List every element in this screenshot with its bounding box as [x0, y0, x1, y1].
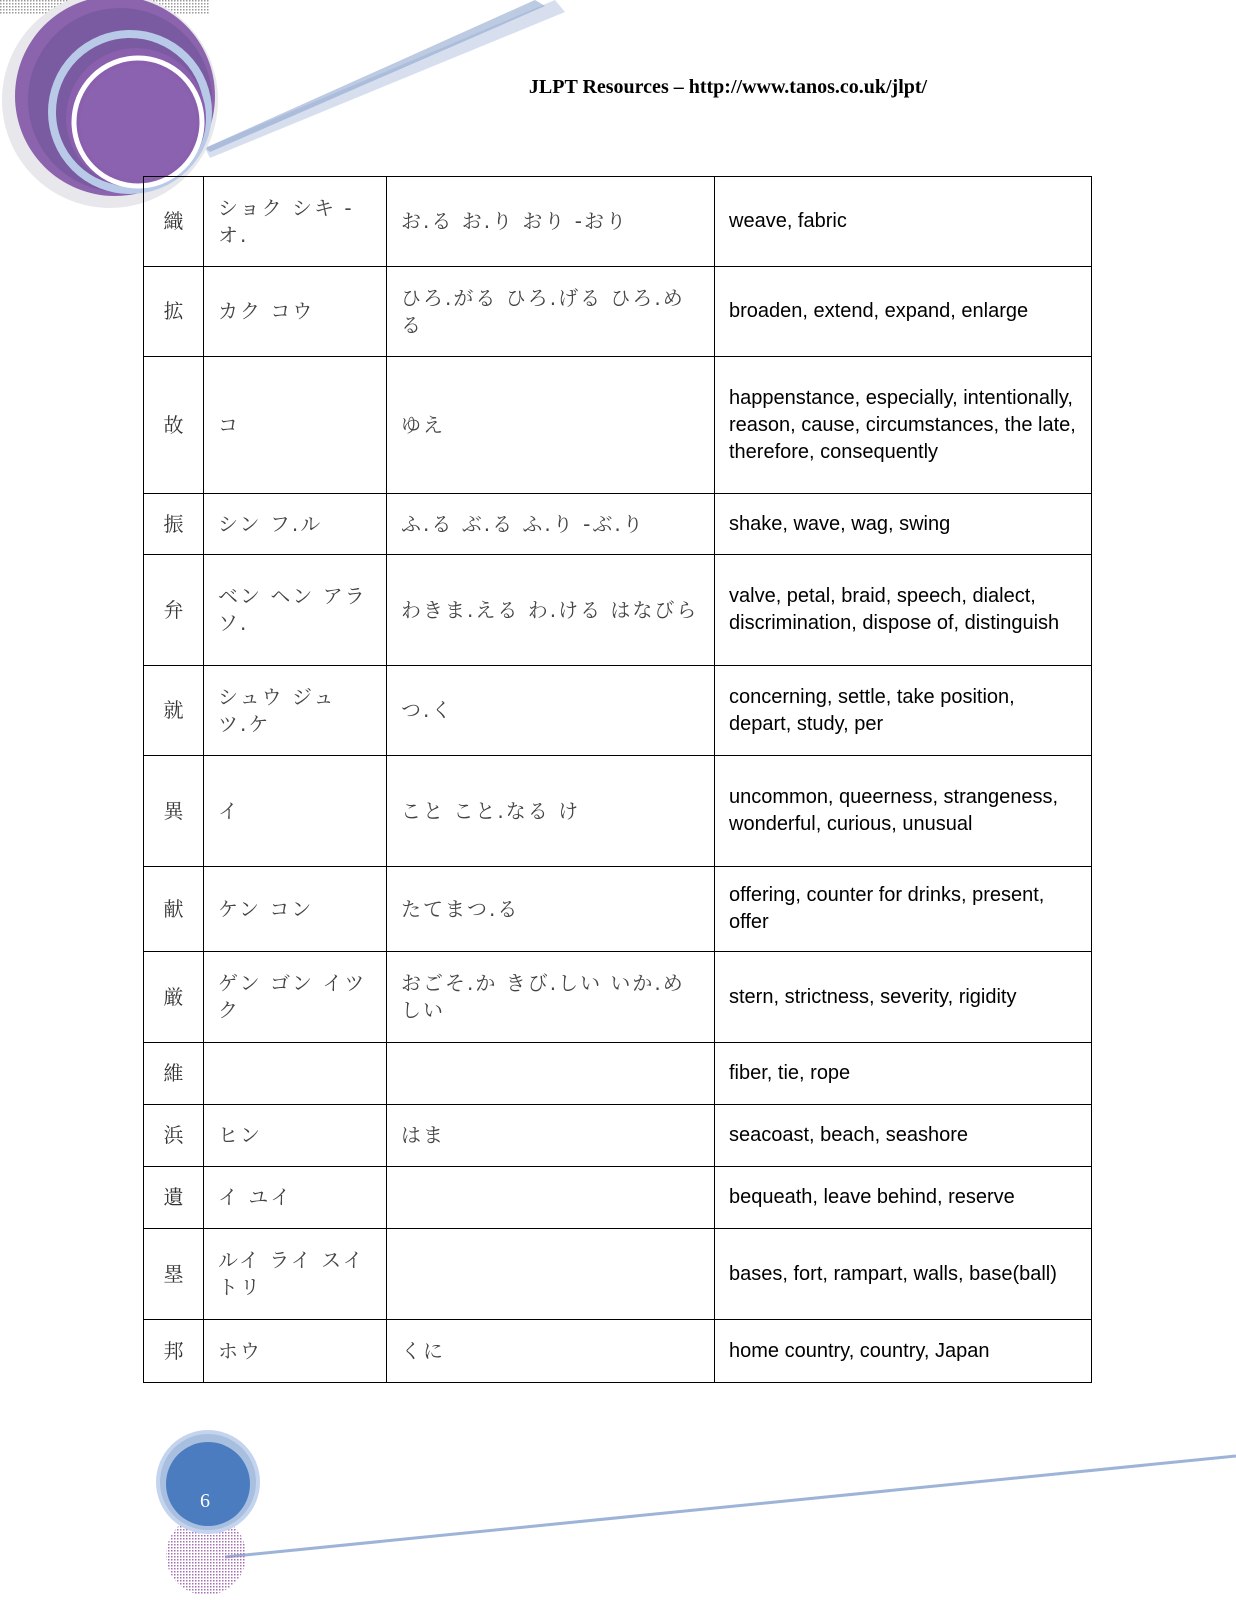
kun-reading-cell: [387, 1167, 715, 1229]
on-reading-cell: イ: [204, 756, 387, 867]
on-reading-cell: ベン ヘン アラソ.: [204, 555, 387, 666]
kanji-cell: 拡: [144, 267, 204, 357]
kun-reading-cell: [387, 1043, 715, 1105]
page-header: JLPT Resources – http://www.tanos.co.uk/jlpt/: [528, 76, 928, 98]
table-row: [144, 357, 1092, 494]
kun-reading-cell: [387, 1229, 715, 1320]
on-reading-cell: ルイ ライ スイ トリ: [204, 1229, 387, 1320]
on-reading-cell: コ: [204, 357, 387, 494]
kanji-cell: 就: [144, 666, 204, 756]
kun-reading-cell: こと こと.なる け: [387, 756, 715, 867]
on-reading-cell: カク コウ: [204, 267, 387, 357]
kun-reading-cell: はま: [387, 1105, 715, 1167]
table-row: [144, 867, 1092, 952]
kanji-cell: 厳: [144, 952, 204, 1043]
on-reading-cell: ショク シキ -オ.: [204, 177, 387, 267]
kun-reading-cell: たてまつ.る: [387, 867, 715, 952]
kanji-table: [143, 176, 1092, 1383]
on-reading-cell: [204, 1043, 387, 1105]
table-row: [144, 1105, 1092, 1167]
table-row: [144, 1167, 1092, 1229]
table-row: [144, 267, 1092, 357]
table-row: [144, 666, 1092, 756]
meaning-cell: valve, petal, braid, speech, dialect, discrimination, dispose of, distinguish: [715, 555, 1092, 666]
meaning-cell: uncommon, queerness, strangeness, wonderful, curious, unusual: [715, 756, 1092, 867]
meaning-cell: stern, strictness, severity, rigidity: [715, 952, 1092, 1043]
kanji-cell: 邦: [144, 1320, 204, 1383]
meaning-cell: offering, counter for drinks, present, offer: [715, 867, 1092, 952]
on-reading-cell: ケン コン: [204, 867, 387, 952]
on-reading-cell: ゲン ゴン イツク: [204, 952, 387, 1043]
meaning-cell: fiber, tie, rope: [715, 1043, 1092, 1105]
on-reading-cell: シュウ ジュ ツ.ケ: [204, 666, 387, 756]
meaning-cell: home country, country, Japan: [715, 1320, 1092, 1383]
table-row: [144, 494, 1092, 555]
on-reading-cell: シン フ.ル: [204, 494, 387, 555]
meaning-cell: happenstance, especially, intentionally, reason, cause, circumstances, the late, therefore, consequently: [715, 357, 1092, 494]
kun-reading-cell: ひろ.がる ひろ.げる ひろ.める: [387, 267, 715, 357]
kanji-cell: 浜: [144, 1105, 204, 1167]
table-row: [144, 177, 1092, 267]
meaning-cell: concerning, settle, take position, depart, study, per: [715, 666, 1092, 756]
meaning-cell: broaden, extend, expand, enlarge: [715, 267, 1092, 357]
table-row: [144, 1043, 1092, 1105]
kun-reading-cell: ゆえ: [387, 357, 715, 494]
on-reading-cell: ホウ: [204, 1320, 387, 1383]
on-reading-cell: イ ユイ: [204, 1167, 387, 1229]
kun-reading-cell: ふ.る ぶ.る ふ.り -ぶ.り: [387, 494, 715, 555]
table-row: [144, 756, 1092, 867]
meaning-cell: shake, wave, wag, swing: [715, 494, 1092, 555]
kanji-cell: 遺: [144, 1167, 204, 1229]
table-row: [144, 1229, 1092, 1320]
kanji-cell: 塁: [144, 1229, 204, 1320]
kun-reading-cell: わきま.える わ.ける はなびら: [387, 555, 715, 666]
kun-reading-cell: つ.く: [387, 666, 715, 756]
kun-reading-cell: くに: [387, 1320, 715, 1383]
kun-reading-cell: おごそ.か きび.しい いか.めしい: [387, 952, 715, 1043]
kanji-cell: 振: [144, 494, 204, 555]
kanji-cell: 故: [144, 357, 204, 494]
meaning-cell: bequeath, leave behind, reserve: [715, 1167, 1092, 1229]
page-number: 6: [200, 1490, 210, 1512]
meaning-cell: bases, fort, rampart, walls, base(ball): [715, 1229, 1092, 1320]
table-row: [144, 1320, 1092, 1383]
kanji-cell: 維: [144, 1043, 204, 1105]
on-reading-cell: ヒン: [204, 1105, 387, 1167]
kanji-cell: 献: [144, 867, 204, 952]
kanji-cell: 弁: [144, 555, 204, 666]
kanji-cell: 異: [144, 756, 204, 867]
meaning-cell: weave, fabric: [715, 177, 1092, 267]
table-row: [144, 555, 1092, 666]
meaning-cell: seacoast, beach, seashore: [715, 1105, 1092, 1167]
kanji-cell: 織: [144, 177, 204, 267]
kun-reading-cell: お.る お.り おり -おり: [387, 177, 715, 267]
table-row: [144, 952, 1092, 1043]
